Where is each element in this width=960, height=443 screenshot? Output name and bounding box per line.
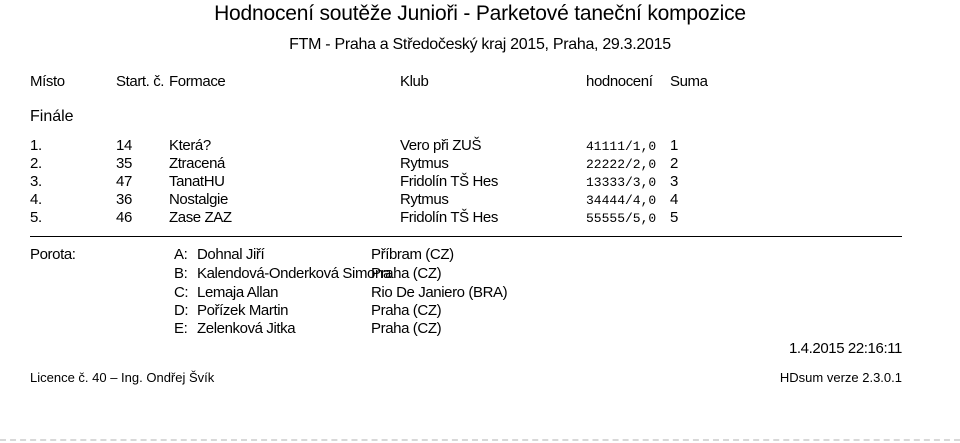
place-cell: 5. <box>30 209 42 226</box>
formation-cell: TanatHU <box>169 173 225 190</box>
list-item <box>0 302 960 322</box>
judge-city: Praha (CZ) <box>371 265 442 282</box>
section-divider <box>30 236 902 237</box>
judge-city: Příbram (CZ) <box>371 246 454 263</box>
sum-cell: 1 <box>670 137 678 154</box>
col-formation-header: Formace <box>169 73 226 90</box>
judge-city: Rio De Janiero (BRA) <box>371 284 508 301</box>
club-cell: Vero při ZUŠ <box>400 137 482 154</box>
place-cell: 3. <box>30 173 42 190</box>
judge-letter: C: <box>174 284 189 301</box>
rating-cell: 34444/4,0 <box>586 193 657 208</box>
section-title: Finále <box>30 108 74 125</box>
judge-name: Lemaja Allan <box>197 284 279 301</box>
judge-name: Dohnal Jiří <box>197 246 265 263</box>
judge-letter: E: <box>174 320 188 337</box>
club-cell: Fridolín TŠ Hes <box>400 173 498 190</box>
place-cell: 1. <box>30 137 42 154</box>
start-cell: 36 <box>116 191 132 208</box>
list-item <box>0 284 960 304</box>
rating-cell: 13333/3,0 <box>586 175 657 190</box>
club-cell: Rytmus <box>400 191 449 208</box>
page-title: Hodnocení soutěže Junioři - Parketové taneční kompozice <box>214 2 746 25</box>
formation-cell: Nostalgie <box>169 191 228 208</box>
judge-letter: A: <box>174 246 188 263</box>
rating-cell: 41111/1,0 <box>586 139 657 154</box>
table-row <box>0 155 960 175</box>
license-text: Licence č. 40 – Ing. Ondřej Švík <box>30 370 215 385</box>
start-cell: 47 <box>116 173 132 190</box>
start-cell: 14 <box>116 137 132 154</box>
sum-cell: 3 <box>670 173 678 190</box>
judge-letter: B: <box>174 265 188 282</box>
judge-name: Zelenková Jitka <box>197 320 296 337</box>
place-cell: 2. <box>30 155 42 172</box>
table-row <box>0 137 960 157</box>
sum-cell: 4 <box>670 191 678 208</box>
club-cell: Rytmus <box>400 155 449 172</box>
list-item <box>0 246 960 266</box>
formation-cell: Která? <box>169 137 211 154</box>
formation-cell: Ztracená <box>169 155 225 172</box>
judge-city: Praha (CZ) <box>371 320 442 337</box>
club-cell: Fridolín TŠ Hes <box>400 209 498 226</box>
list-item <box>0 265 960 285</box>
table-row <box>0 209 960 229</box>
judges-label: Porota: <box>30 246 76 263</box>
col-place-header: Místo <box>30 73 65 90</box>
col-rating-header: hodnocení <box>586 73 653 90</box>
page-subtitle: FTM - Praha a Středočeský kraj 2015, Praha, 29.3.2015 <box>289 36 671 53</box>
judge-city: Praha (CZ) <box>371 302 442 319</box>
judge-letter: D: <box>174 302 189 319</box>
rating-cell: 55555/5,0 <box>586 211 657 226</box>
timestamp: 1.4.2015 22:16:11 <box>788 340 902 357</box>
start-cell: 46 <box>116 209 132 226</box>
col-start-header: Start. č. <box>116 73 165 90</box>
judge-name: Pořízek Martin <box>197 302 289 319</box>
table-row <box>0 173 960 193</box>
formation-cell: Zase ZAZ <box>169 209 232 226</box>
start-cell: 35 <box>116 155 132 172</box>
version-text: HDsum verze 2.3.0.1 <box>779 370 902 385</box>
place-cell: 4. <box>30 191 42 208</box>
rating-cell: 22222/2,0 <box>586 157 657 172</box>
page-break-line <box>0 439 960 441</box>
col-club-header: Klub <box>400 73 429 90</box>
list-item <box>0 320 960 340</box>
judge-name: Kalendová-Onderková Simona <box>197 265 391 282</box>
sum-cell: 2 <box>670 155 678 172</box>
table-row <box>0 191 960 211</box>
sum-cell: 5 <box>670 209 678 226</box>
col-sum-header: Suma <box>670 73 708 90</box>
